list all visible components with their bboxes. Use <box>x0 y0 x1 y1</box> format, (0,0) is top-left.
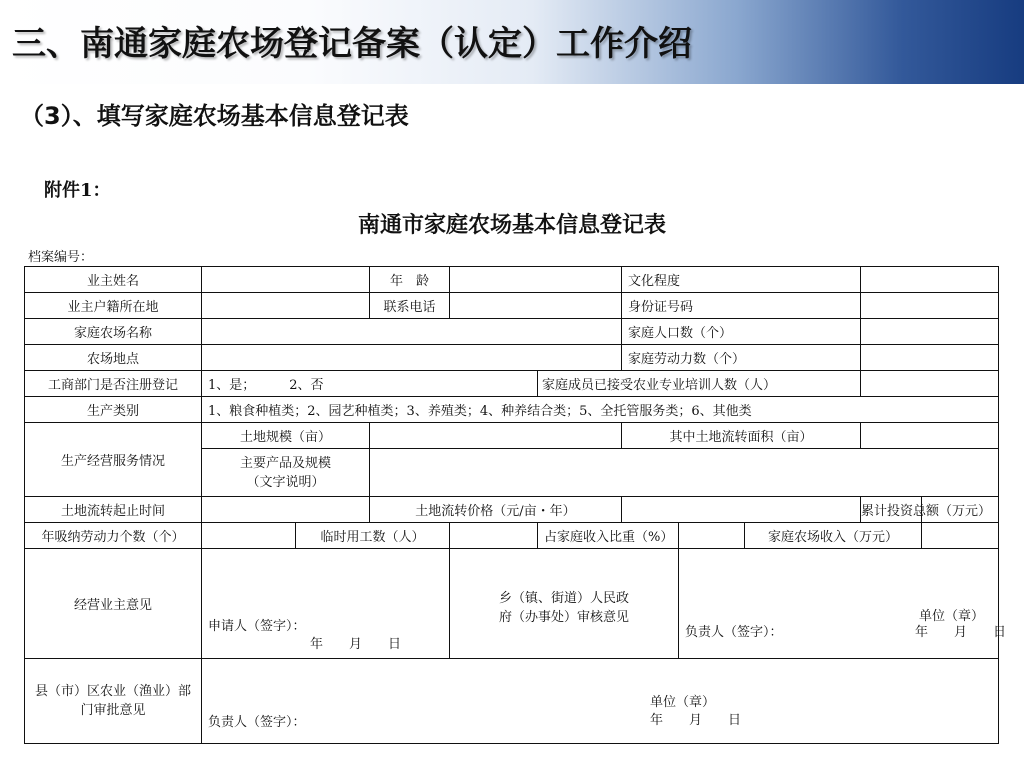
town-date-label: 年 月 日 <box>915 625 1007 640</box>
table-row <box>25 497 999 523</box>
income-ratio-value <box>679 523 745 549</box>
table-row <box>25 293 999 319</box>
farm-name-value <box>202 319 622 345</box>
family-population-value <box>861 319 999 345</box>
table-row <box>25 523 999 549</box>
table-row <box>25 371 999 397</box>
temp-workers-label: 临时用工数（人） <box>296 523 450 549</box>
id-number-value <box>861 293 999 319</box>
id-number-label: 身份证号码 <box>622 293 861 319</box>
owner-opinion-cell <box>202 549 450 659</box>
registered-option-no: 2、否 <box>289 378 324 393</box>
household-location-value <box>202 293 370 319</box>
annual-labor-label: 年吸纳劳动力个数（个） <box>25 523 202 549</box>
registered-label: 工商部门是否注册登记 <box>25 371 202 397</box>
land-scale-value <box>370 423 622 449</box>
owner-date-label: 年 月 日 <box>310 637 402 652</box>
farm-location-value <box>202 345 622 371</box>
table-row <box>25 423 999 449</box>
main-products-value <box>370 449 999 497</box>
farm-location-label: 农场地点 <box>25 345 202 371</box>
trained-members-value <box>861 371 999 397</box>
owner-opinion-label: 经营业主意见 <box>25 549 202 659</box>
land-scale-label: 土地规模（亩） <box>202 423 370 449</box>
trained-members-label: 家庭成员已接受农业专业培训人数（人） <box>538 371 861 397</box>
table-row <box>25 549 999 659</box>
slide-subtitle: （3）、填写家庭农场基本信息登记表 <box>20 102 409 130</box>
county-person-sign-label: 负责人（签字）： <box>208 715 306 730</box>
household-location-label: 业主户籍所在地 <box>25 293 202 319</box>
transfer-period-value <box>202 497 370 523</box>
main-products-line2: （文字说明） <box>246 474 325 490</box>
education-value <box>861 267 999 293</box>
registration-form-table <box>24 266 1007 744</box>
transferred-area-value <box>861 423 999 449</box>
transfer-price-label: 土地流转价格（元/亩・年） <box>370 497 622 523</box>
production-type-options: 1、粮食种植类；2、园艺种植类；3、养殖类；4、种养结合类；5、全托管服务类；6、其他类 <box>202 397 999 423</box>
temp-workers-value <box>450 523 538 549</box>
county-opinion-line1: 县（市）区农业（渔业）部 <box>34 684 191 699</box>
age-label: 年 龄 <box>370 267 450 293</box>
farm-income-label: 家庭农场收入（万元） <box>745 523 922 549</box>
total-investment-label: 累计投资总额（万元） <box>861 497 922 523</box>
farm-income-value <box>922 523 999 549</box>
county-opinion-label <box>25 659 202 744</box>
transfer-price-value <box>622 497 861 523</box>
registered-options <box>202 371 538 397</box>
county-unit-seal-label: 单位（章） <box>650 695 716 710</box>
town-person-sign-label: 负责人（签字）： <box>685 625 783 640</box>
town-opinion-cell <box>679 549 1007 659</box>
town-unit-seal-label: 单位（章） <box>919 609 985 624</box>
annual-labor-value <box>202 523 296 549</box>
table-row <box>25 659 999 744</box>
family-population-label: 家庭人口数（个） <box>622 319 861 345</box>
county-date-label: 年 月 日 <box>650 713 742 728</box>
family-labor-value <box>861 345 999 371</box>
operation-status-label: 生产经营服务情况 <box>25 423 202 497</box>
town-opinion-line2: 府（办事处）审核意见 <box>498 610 629 625</box>
slide-title: 三、南通家庭农场登记备案（认定）工作介绍 <box>12 24 692 64</box>
production-type-label: 生产类别 <box>25 397 202 423</box>
owner-name-value <box>202 267 370 293</box>
main-products-line1: 主要产品及规模 <box>239 455 331 471</box>
education-label: 文化程度 <box>622 267 861 293</box>
phone-value <box>450 293 622 319</box>
table-row <box>25 319 999 345</box>
county-opinion-line2: 门审批意见 <box>80 703 146 718</box>
farm-name-label: 家庭农场名称 <box>25 319 202 345</box>
transfer-period-label: 土地流转起止时间 <box>25 497 202 523</box>
table-row <box>25 267 999 293</box>
table-row <box>25 397 999 423</box>
county-opinion-cell <box>202 659 999 744</box>
form-title: 南通市家庭农场基本信息登记表 <box>357 212 666 238</box>
main-products-label <box>202 449 370 497</box>
attachment-label: 附件1： <box>44 180 111 201</box>
applicant-sign-label: 申请人（签字）： <box>208 619 306 634</box>
slide-header-bar <box>0 0 1024 84</box>
income-ratio-label: 占家庭收入比重（%） <box>538 523 679 549</box>
family-labor-label: 家庭劳动力数（个） <box>622 345 861 371</box>
owner-name-label: 业主姓名 <box>25 267 202 293</box>
town-opinion-label <box>450 549 679 659</box>
town-opinion-line1: 乡（镇、街道）人民政 <box>498 591 629 606</box>
phone-label: 联系电话 <box>370 293 450 319</box>
transferred-area-label: 其中土地流转面积（亩） <box>622 423 861 449</box>
archive-number-label: 档案编号： <box>28 250 94 265</box>
age-value <box>450 267 622 293</box>
registered-option-yes: 1、是； <box>208 378 256 393</box>
table-row <box>25 345 999 371</box>
